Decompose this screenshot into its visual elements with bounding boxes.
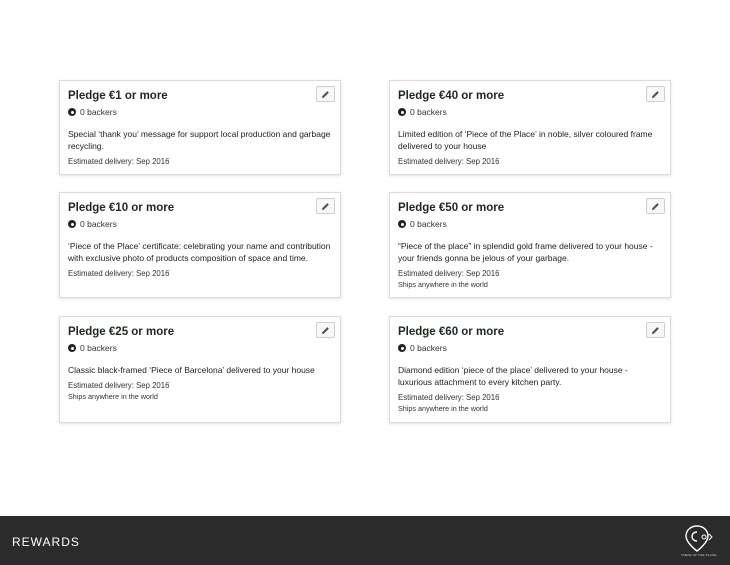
place-pin-logo: [682, 523, 716, 559]
backers-count: [398, 343, 662, 353]
pencil-icon: [651, 90, 660, 99]
backers-label: 0 backers: [410, 107, 447, 117]
backers-icon: [398, 108, 406, 116]
backers-icon: [68, 220, 76, 228]
reward-title: Pledge €1 or more: [68, 90, 168, 102]
estimated-delivery: Estimated delivery: Sep 2016: [68, 157, 170, 166]
reward-description: Special ‘thank you’ message for support local production and garbage recycling.: [68, 129, 331, 151]
reward-title: Pledge €25 or more: [68, 326, 175, 338]
shipping-info: Ships anywhere in the world: [398, 280, 488, 289]
backers-label: 0 backers: [410, 219, 447, 229]
logo-text: PIECE OF THE PLACE: [681, 553, 717, 557]
reward-description: ‘Piece of the Place’ certificate: celebrating your name and contribution with exclusive photo of products composition of space and time.: [68, 241, 331, 263]
edit-button[interactable]: [316, 86, 335, 102]
edit-button[interactable]: [646, 86, 665, 102]
pencil-icon: [321, 326, 330, 335]
reward-card: [59, 192, 341, 298]
estimated-delivery: Estimated delivery: Sep 2016: [398, 393, 500, 402]
edit-button[interactable]: [316, 198, 335, 214]
reward-title: Pledge €10 or more: [68, 202, 175, 214]
backers-label: 0 backers: [80, 219, 117, 229]
reward-title: Pledge €50 or more: [398, 202, 505, 214]
backers-icon: [68, 108, 76, 116]
estimated-delivery: Estimated delivery: Sep 2016: [68, 381, 170, 390]
backers-label: 0 backers: [410, 343, 447, 353]
backers-count: [398, 107, 662, 117]
reward-card: [389, 316, 671, 423]
reward-card: [59, 316, 341, 423]
backers-icon: [398, 220, 406, 228]
edit-button[interactable]: [646, 322, 665, 338]
pencil-icon: [321, 202, 330, 211]
edit-button[interactable]: [646, 198, 665, 214]
edit-button[interactable]: [316, 322, 335, 338]
backers-icon: [68, 344, 76, 352]
shipping-info: Ships anywhere in the world: [68, 392, 158, 401]
estimated-delivery: Estimated delivery: Sep 2016: [398, 157, 500, 166]
backers-label: 0 backers: [80, 343, 117, 353]
backers-count: [68, 107, 332, 117]
reward-description: “Piece of the place” in splendid gold frame delivered to your house - your friends gonna be jelous of your garbage.: [398, 241, 653, 263]
shipping-info: Ships anywhere in the world: [398, 404, 488, 413]
pencil-icon: [651, 202, 660, 211]
reward-description: Classic black-framed ‘Piece of Barcelona’ delivered to your house: [68, 365, 315, 375]
backers-count: [68, 219, 332, 229]
reward-title: Pledge €40 or more: [398, 90, 505, 102]
backers-count: [398, 219, 662, 229]
estimated-delivery: Estimated delivery: Sep 2016: [68, 269, 170, 278]
reward-description: Diamond edition ‘piece of the place’ delivered to your house - luxurious attachment to every kitchen party.: [398, 365, 628, 387]
reward-card: [389, 192, 671, 298]
pencil-icon: [321, 90, 330, 99]
footer-bar: [0, 516, 730, 565]
reward-description: Limited edition of ‘Piece of the Place’ in noble, silver coloured frame delivered to your house: [398, 129, 653, 151]
reward-card: [59, 80, 341, 175]
logo-icon: [682, 523, 716, 553]
backers-label: 0 backers: [80, 107, 117, 117]
estimated-delivery: Estimated delivery: Sep 2016: [398, 269, 500, 278]
reward-title: Pledge €60 or more: [398, 326, 505, 338]
backers-icon: [398, 344, 406, 352]
page-title: REWARDS: [12, 535, 80, 549]
reward-card: [389, 80, 671, 175]
backers-count: [68, 343, 332, 353]
pencil-icon: [651, 326, 660, 335]
